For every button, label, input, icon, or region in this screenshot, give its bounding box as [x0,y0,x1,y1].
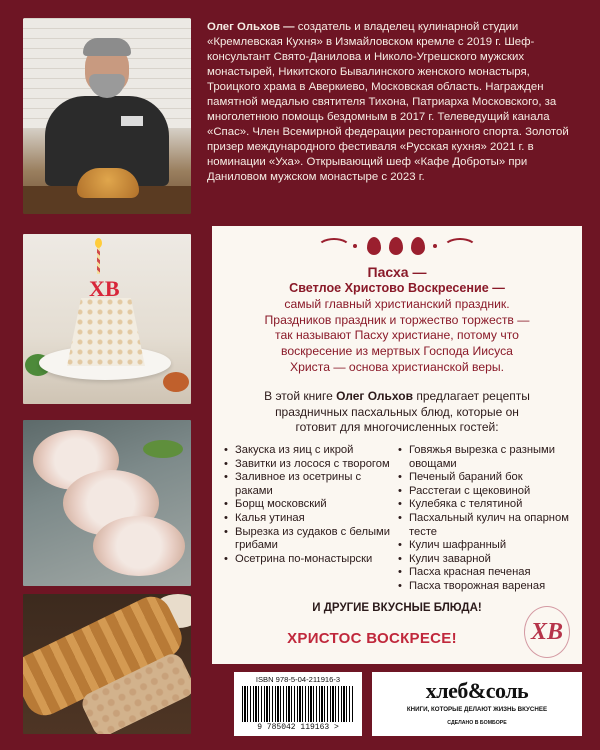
desc-line: праздничных пасхальных блюд, которые он [275,404,519,419]
jacket-badge [121,116,143,126]
candle [97,246,100,274]
recipe-item: • Говяжья вырезка с разными овощами [398,444,578,471]
herb-garnish [143,440,183,458]
publisher-tagline: КНИГИ, КОТОРЫЕ ДЕЛАЮТ ЖИЗНЬ ВКУСНЕЕ [406,706,548,713]
recipe-item: • Пасха красная печеная [398,566,578,580]
barcode-number: 9 785042 119163 > [257,723,339,732]
publisher-block [372,672,582,736]
recipe-item: • Калья утиная [224,512,390,526]
xv-monogram: ХВ [524,606,570,658]
desc-before: В этой книге [264,389,333,403]
intro-title: Пасха — [367,264,427,280]
recipe-item: • Заливное из осетрины с раками [224,471,390,498]
recipe-item: • Завитки из лосося с творогом [224,458,390,472]
recipe-item: • Кулебяка с телятиной [398,498,578,512]
paskha-photo [23,234,191,404]
publisher-logo: хлеб&соль [425,678,529,703]
recipe-item: • Пасхальный кулич на опарном тесте [398,512,578,539]
egg-icon [367,237,381,255]
intro-subtitle: Светлое Христово Воскресение — [289,281,505,295]
kulebyaka-photo [23,594,191,734]
isbn: ISBN 978-5-04-211916-3 [255,675,341,684]
barcode-block [234,672,362,736]
book-description [212,389,582,436]
paskha-cake [67,298,145,366]
author-photo [23,18,191,214]
egg-icon [411,237,425,255]
desc-author: Олег Ольхов [336,389,413,403]
intro-line: Праздников праздник и торжество торжеств — [264,312,530,327]
author-bio [207,20,581,185]
desc-line: готовит для многочисленных гостей: [295,420,499,434]
recipe-item: • Вырезка из судаков с белыми грибами [224,526,390,553]
paskha-letters: ХВ [89,276,120,301]
author-name: Олег Ольхов — [207,21,295,33]
christ-is-risen: ХРИСТОС ВОСКРЕСЕ! [287,630,457,647]
ornament-dot [433,244,437,248]
recipe-item: • Борщ московский [224,498,390,512]
desc-after: предлагает рецепты [416,389,530,403]
eggs-ornament [317,234,477,262]
egg-icon [389,237,403,255]
more-dishes: И ДРУГИЕ ВКУСНЫЕ БЛЮДА! [312,602,482,614]
chef-hair [83,38,131,56]
recipe-list-left [224,444,390,566]
ornament-swirl [443,238,477,258]
intro-line: самый главный христианский праздник. [284,296,510,311]
recipe-item: • Печеный бараний бок [398,471,578,485]
publisher-made: СДЕЛАНО В БОМБОРЕ [447,720,507,726]
intro-line: воскресение из мертвых Господа Иисуса [281,344,513,359]
recipe-item: • Кулич шафранный [398,539,578,553]
meat-slice [93,516,185,576]
intro-line: Христа — основа христианской веры. [289,359,505,374]
info-panel [212,226,582,664]
paskha-intro [212,264,582,376]
recipe-item: • Расстегаи с щековиной [398,485,578,499]
ornament-swirl [317,238,351,258]
intro-line: так называют Пасху христиане, потому что [275,328,519,343]
recipe-item: • Осетрина по-монастырски [224,553,390,567]
ornament-dot [353,244,357,248]
easter-egg [163,372,189,392]
recipe-item: • Закуска из яиц с икрой [224,444,390,458]
candle-flame [95,238,102,248]
barcode-bars [242,686,354,722]
recipe-item: • Пасха творожная вареная [398,580,578,594]
recipe-list-right [398,444,578,594]
festive-bread [77,168,139,198]
author-bio-text: создатель и владелец кулинарной студии «Кремлевская Кухня» в Измайловском кремле с 2019 г. Шеф-консультант Свято-Данилова и Николо-Угрешского мужских монастырей, Никитского Бывалинского женского монастыря, Троицкого храма в Аверкиево, Московская область. Награжден памятной медалью святителя Тихона, Патриарха Московского, за многолетнюю помощь бездомным в 2017 г. Телеведущий канала «Спас». Член Всемирной федерации ресторанного спорта. Золотой призер международного фестиваля «Русская кухня» 2021 г. в номинации «Уха». Открывающий шеф «Кафе Доброты» при Даниловом мужском монастыре с 2023 г. [207,21,569,183]
roast-meat-photo [23,420,191,586]
recipe-item: • Кулич заварной [398,553,578,567]
